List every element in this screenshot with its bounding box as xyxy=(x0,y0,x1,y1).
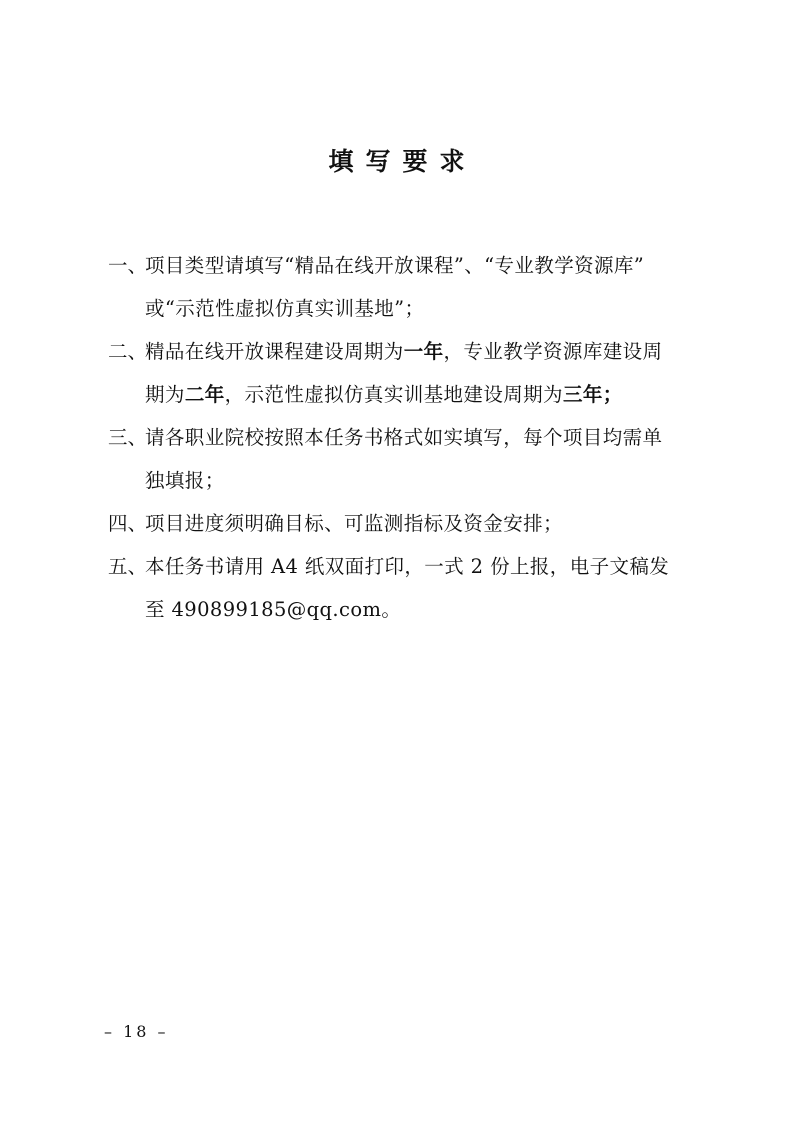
item-number: 一、 xyxy=(108,254,148,277)
item-text-segment: ； xyxy=(602,383,623,406)
item-line: 项目类型请填写“精品在线开放课程”、“专业教学资源库” xyxy=(145,254,645,277)
list-item xyxy=(108,416,708,502)
item-number: 二、 xyxy=(108,340,148,363)
emphasis-duration: 二年 xyxy=(184,383,225,406)
item-text xyxy=(145,416,708,502)
list-item xyxy=(108,502,708,545)
list-item xyxy=(108,545,708,631)
item-text xyxy=(145,502,708,545)
page-number: – 18 – xyxy=(104,1022,169,1041)
item-line: 至 490899185@qq.com。 xyxy=(145,598,402,621)
item-text xyxy=(145,330,708,416)
item-text-segment: ，专业教学资源库建设周 xyxy=(443,340,663,363)
item-number: 四、 xyxy=(108,512,148,535)
item-text xyxy=(145,244,708,330)
item-line xyxy=(145,330,708,373)
emphasis-duration: 三年 xyxy=(562,383,603,406)
list-item xyxy=(108,244,708,330)
item-line: 本任务书请用 A4 纸双面打印，一式 2 份上报，电子文稿发 xyxy=(145,555,670,578)
item-text-segment: 期为 xyxy=(145,383,185,406)
item-line: 请各职业院校按照本任务书格式如实填写，每个项目均需单 xyxy=(145,426,663,449)
item-line: 独填报； xyxy=(145,469,225,492)
requirements-list xyxy=(108,244,708,631)
item-text-segment: ，示范性虚拟仿真实训基地建设周期为 xyxy=(224,383,563,406)
emphasis-duration: 一年 xyxy=(403,340,444,363)
page-title: 填写要求 xyxy=(328,147,477,176)
list-item xyxy=(108,330,708,416)
item-line: 项目进度须明确目标、可监测指标及资金安排； xyxy=(145,512,563,535)
item-number: 三、 xyxy=(108,426,148,449)
item-line: 或“示范性虚拟仿真实训基地”； xyxy=(145,297,425,320)
item-text-segment: 精品在线开放课程建设周期为 xyxy=(145,340,404,363)
item-number: 五、 xyxy=(108,555,148,578)
item-line xyxy=(145,373,708,416)
item-text xyxy=(145,545,708,631)
